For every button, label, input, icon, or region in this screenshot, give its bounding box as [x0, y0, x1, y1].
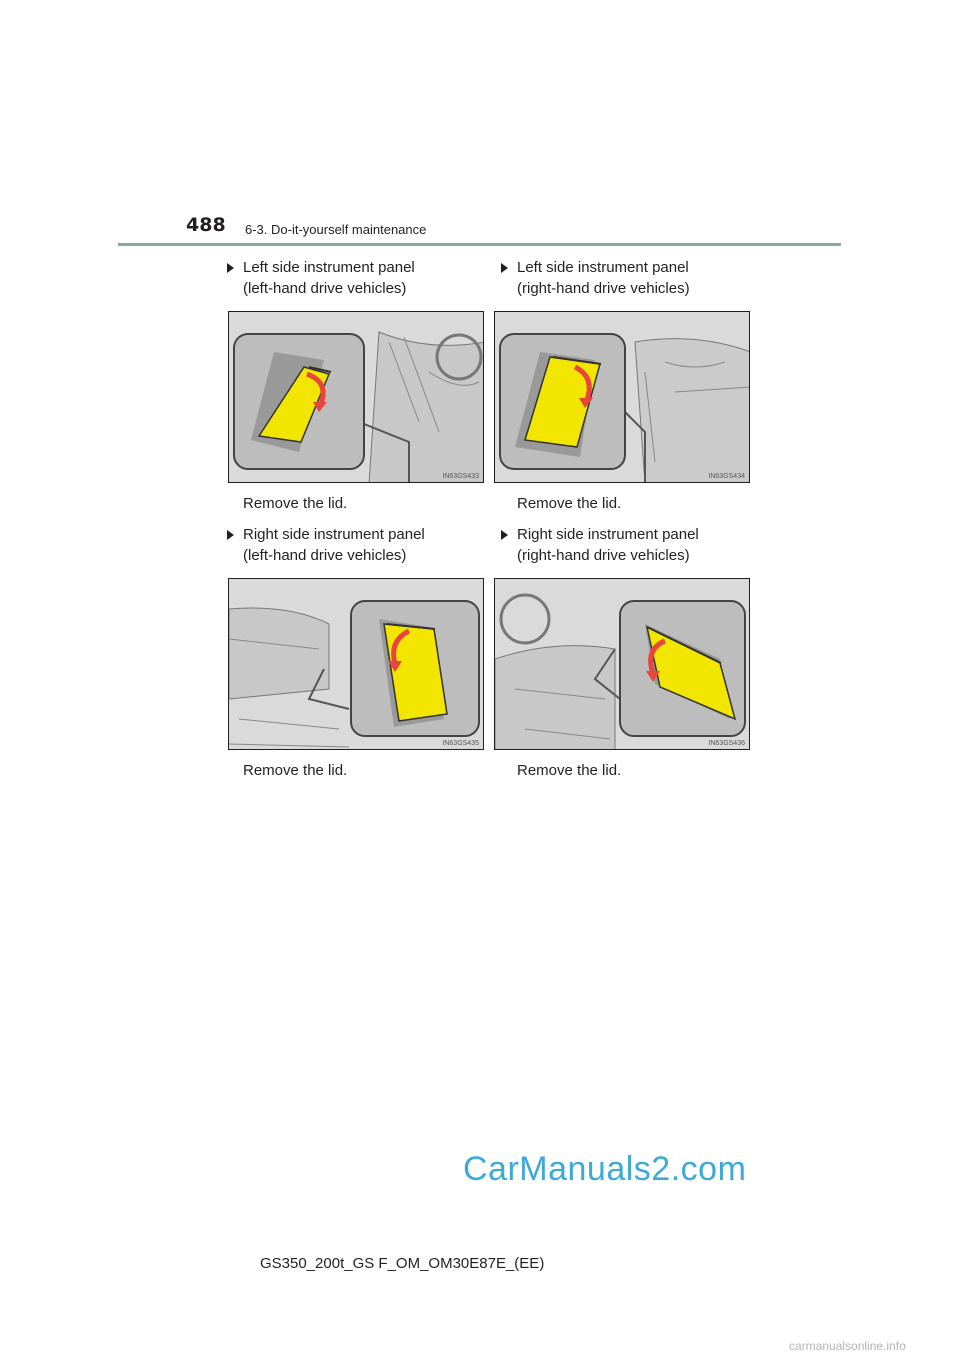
illustration-left-panel-rhd	[494, 311, 750, 483]
page-number: 488	[186, 214, 226, 236]
figure-code: IN63GS435	[442, 740, 479, 747]
figure-caption: Remove the lid.	[243, 495, 348, 512]
watermark-online: carmanualsonline.info	[789, 1339, 906, 1353]
figure-code: IN63GS434	[708, 473, 745, 480]
illustration-right-panel-rhd	[494, 578, 750, 750]
figure-title-left-lhd: Left side instrument panel (left-hand drive vehicles)	[243, 257, 415, 299]
figure-caption: Remove the lid.	[243, 762, 348, 779]
figure-title-right-lhd: Right side instrument panel (left-hand drive vehicles)	[243, 524, 425, 566]
footer-doc-code: GS350_200t_GS F_OM_OM30E87E_(EE)	[260, 1255, 545, 1272]
bullet-triangle-icon	[227, 263, 234, 273]
header-rule	[118, 243, 841, 246]
figure-code: IN63GS433	[442, 473, 479, 480]
figure-title-right-rhd: Right side instrument panel (right-hand drive vehicles)	[517, 524, 699, 566]
figure-caption: Remove the lid.	[517, 495, 622, 512]
watermark-carmanuals: CarManuals2.com	[463, 1150, 747, 1188]
illustration-left-panel-lhd	[228, 311, 484, 483]
section-title: 6-3. Do-it-yourself maintenance	[245, 222, 427, 237]
figure-code: IN63GS436	[708, 740, 745, 747]
figure-caption: Remove the lid.	[517, 762, 622, 779]
illustration-right-panel-lhd	[228, 578, 484, 750]
bullet-triangle-icon	[501, 263, 508, 273]
figure-title-left-rhd: Left side instrument panel (right-hand drive vehicles)	[517, 257, 690, 299]
bullet-triangle-icon	[227, 530, 234, 540]
bullet-triangle-icon	[501, 530, 508, 540]
